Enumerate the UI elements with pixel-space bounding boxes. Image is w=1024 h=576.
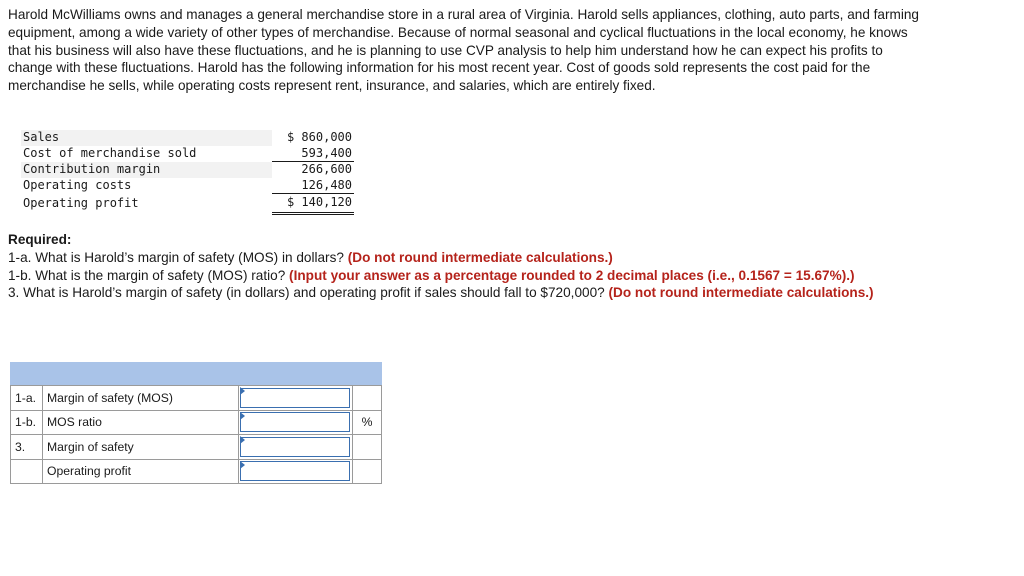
- financial-amount: 266,600: [301, 162, 352, 176]
- financial-amount: 126,480: [272, 178, 354, 194]
- input-flag-icon: [240, 387, 245, 395]
- financial-row-operating-costs: [21, 178, 354, 194]
- answer-row-3-profit: [11, 459, 382, 484]
- financial-label: Contribution margin: [21, 162, 272, 178]
- answer-header-cell: [11, 363, 382, 385]
- input-flag-icon: [240, 412, 245, 420]
- financial-label: Operating profit: [23, 195, 139, 210]
- financial-label: Cost of merchandise sold: [23, 145, 197, 160]
- financial-label: Sales: [21, 130, 272, 146]
- financial-row-contribution-margin: [21, 162, 354, 178]
- question-note: (Do not round intermediate calculations.): [608, 285, 874, 301]
- financial-summary-table: [21, 130, 354, 215]
- answer-row-1a: [11, 386, 382, 411]
- question-note: (Do not round intermediate calculations.): [347, 249, 613, 265]
- answer-row-unit: [353, 459, 382, 484]
- answer-table-header: [11, 363, 382, 385]
- percent-unit-label: %: [353, 410, 382, 435]
- answer-row-number: 1-a.: [11, 386, 43, 411]
- answer-row-3-mos: [11, 435, 382, 460]
- financial-amount: 593,400: [272, 146, 354, 162]
- input-flag-icon: [240, 461, 245, 469]
- input-flag-icon: [240, 436, 245, 444]
- answer-row-number: 1-b.: [11, 410, 43, 435]
- question-1a: [8, 249, 908, 267]
- answer-row-1b: [11, 410, 382, 435]
- answer-table: [10, 362, 382, 484]
- answer-row-label: MOS ratio: [43, 410, 239, 435]
- answer-row-unit: [353, 435, 382, 460]
- answer-row-number: 3.: [11, 435, 43, 460]
- question-text: 3. What is Harold’s margin of safety (in dollars) and operating profit if sales should fall to $720,000?: [8, 285, 609, 301]
- answer-row-label: Margin of safety: [43, 435, 239, 460]
- answer-row-unit: [353, 386, 382, 411]
- question-text: 1-b. What is the margin of safety (MOS) ratio?: [8, 267, 290, 283]
- problem-intro: Harold McWilliams owns and manages a general merchandise store in a rural area of Virginia. Harold sells appliances, clothing, auto parts, and farming equipment, among a wide variety of other types of merchandise. Because of normal seasonal and cyclical fluctuations in the local economy, he knows that his business will also have these fluctuations, and he is planning to use CVP analysis to help him understand how he can expect his profits to change with these fluctuations. Harold has the following information for his most recent year. Cost of goods sold represents the cost paid for the merchandise he sells, while operating costs represent rent, insurance, and salaries, which are entirely fixed.: [8, 7, 919, 94]
- financial-row-operating-profit: [21, 194, 354, 214]
- question-1b: [8, 267, 908, 285]
- mos-dollars-input[interactable]: [240, 388, 350, 408]
- financial-amount: $ 140,120: [272, 194, 354, 214]
- required-section: [8, 231, 908, 302]
- required-heading: Required:: [8, 232, 72, 247]
- financial-label: Operating costs: [23, 177, 132, 192]
- answer-row-number: [11, 459, 43, 484]
- financial-row-cost-of-merchandise: [21, 146, 354, 162]
- financial-row-sales: [21, 130, 354, 146]
- question-note: (Input your answer as a percentage rounded to 2 decimal places (i.e., 0.1567 = 15.67%).): [289, 267, 855, 283]
- financial-amount: $ 860,000: [286, 130, 352, 144]
- answer-row-label: Margin of safety (MOS): [43, 386, 239, 411]
- question-text: 1-a. What is Harold’s margin of safety (MOS) in dollars?: [8, 249, 348, 265]
- question-3: [8, 284, 908, 302]
- mos-at-720k-input[interactable]: [240, 437, 350, 457]
- mos-ratio-input[interactable]: [240, 412, 350, 432]
- answer-row-label: Operating profit: [43, 459, 239, 484]
- operating-profit-input[interactable]: [240, 461, 350, 481]
